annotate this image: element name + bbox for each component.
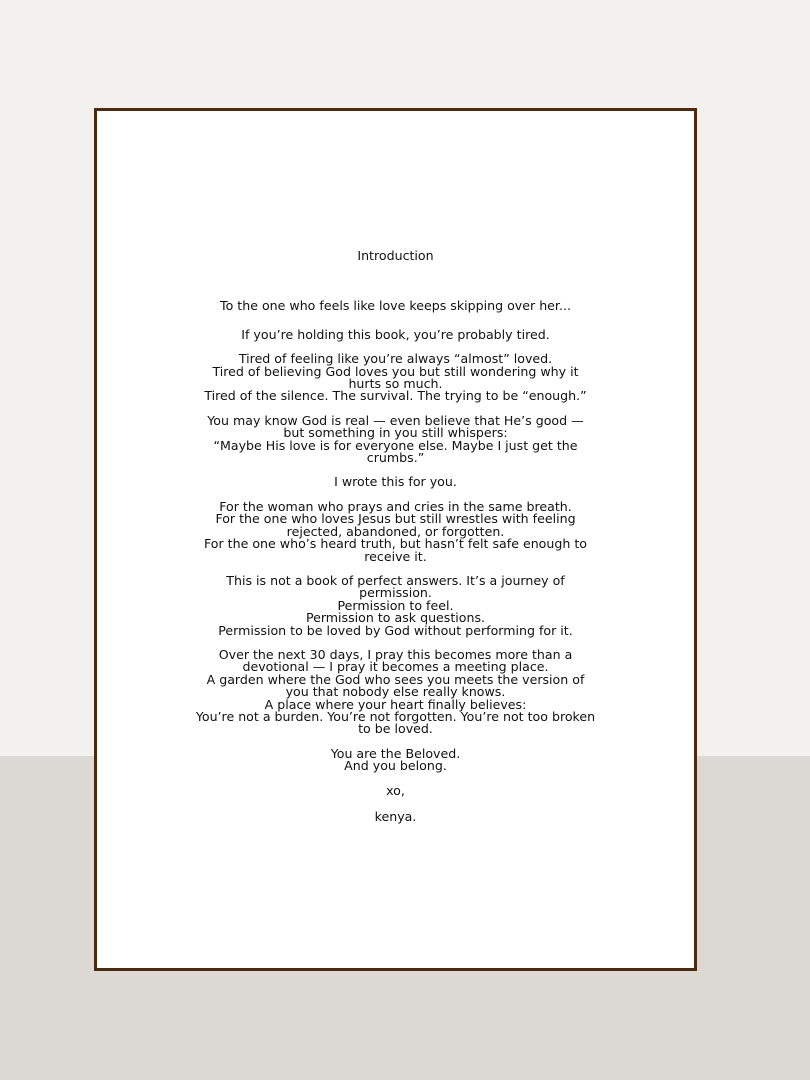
paragraph [196,498,596,564]
paragraph-line: Tired of the silence. The survival. The trying to be “enough.” [204,388,587,404]
paragraph-line: Over the next 30 days, I pray this becomes more than a devotional — I pray it becomes a meeting place. [218,646,573,675]
paragraph [196,572,596,638]
closing: xo, [386,782,405,798]
paragraph-line: Permission to feel. [337,597,454,613]
paragraph-line: And you belong. [344,758,447,774]
paragraph [196,353,596,403]
page-title: Introduction [357,248,434,263]
paragraph [196,745,596,774]
paragraph-line: Tired of believing God loves you but still wondering why it hurts so much. [212,363,579,392]
paragraph-line: I wrote this for you. [334,474,457,490]
paragraph [195,646,596,737]
paragraph-line: You are the Beloved. [330,745,461,761]
paragraph-line: You’re not a burden. You’re not forgotten. You’re not too broken to be loved. [195,708,596,737]
dedication: To the one who feels like love keeps skipping over her... [220,298,571,314]
paragraph-line: A garden where the God who sees you meets the version of you that nobody else really knows. [206,671,585,700]
paragraph-line: For the woman who prays and cries in the same breath. [219,498,572,514]
paragraph-line: For the one who loves Jesus but still wrestles with feeling rejected, abandoned, or forgotten. [215,511,576,539]
paragraph-line: “Maybe His love is for everyone else. Maybe I just get the crumbs.” [213,437,578,466]
signature: kenya. [374,809,417,824]
paragraph [196,326,596,342]
paragraph-line: A place where your heart finally believes: [264,696,527,712]
paragraph-line: Tired of feeling like you’re always “almost” loved. [238,351,553,367]
paragraph [196,412,596,466]
paragraph-line: Permission to ask questions. [305,610,486,626]
paragraph-line: Permission to be loved by God without performing for it. [218,622,573,638]
paragraph [196,476,596,488]
paragraph-line: If you’re holding this book, you’re probably tired. [241,326,550,342]
paragraph-line: This is not a book of perfect answers. It’s a journey of permission. [226,572,565,601]
paragraph-line: For the one who’s heard truth, but hasn’t felt safe enough to receive it. [204,536,587,564]
document-page [94,108,697,971]
paragraph-line: You may know God is real — even believe that He’s good — but something in you still whispers: [207,412,584,441]
page-content [97,250,694,835]
